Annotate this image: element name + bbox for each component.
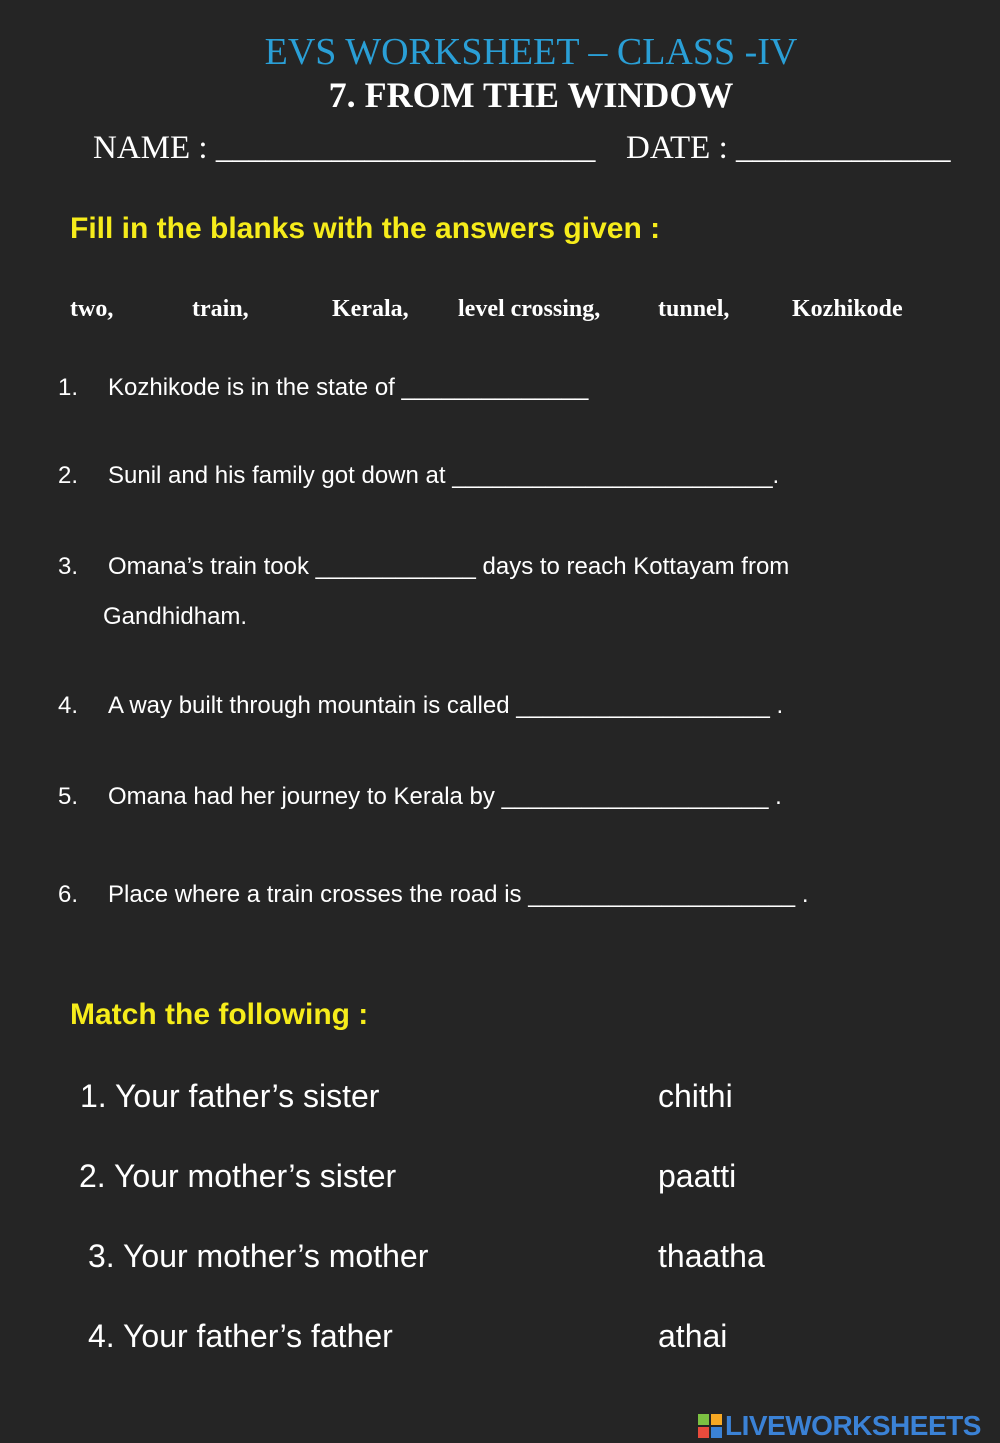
question-number: 1. [58, 374, 79, 401]
word-bank-item: level crossing, [458, 296, 601, 322]
word-bank-item: train, [192, 296, 249, 322]
name-label: NAME : [93, 130, 216, 166]
question-item [58, 462, 779, 490]
question-text[interactable]: A way built through mountain is called ___________________ . [108, 692, 784, 719]
question-text[interactable]: Kozhikode is in the state of ______________ [108, 374, 589, 401]
question-number: 3. [58, 553, 79, 580]
question-item [58, 783, 782, 811]
question-item [58, 374, 588, 402]
match-right-item[interactable]: thaatha [658, 1238, 765, 1274]
liveworksheets-brand: LIVEWORKSHEETS [725, 1410, 981, 1441]
question-number: 5. [58, 783, 79, 810]
liveworksheets-icon [698, 1414, 722, 1438]
question-text[interactable]: Place where a train crosses the road is ____________________ . [108, 881, 809, 908]
question-number: 2. [58, 462, 79, 489]
worksheet-title: EVS WORKSHEET – CLASS -IV [264, 31, 798, 73]
question-text[interactable]: Omana had her journey to Kerala by ____________________ . [108, 783, 782, 810]
name-blank[interactable]: _______________________ [215, 130, 596, 166]
question-continuation: Gandhidham. [103, 603, 248, 630]
question-number: 4. [58, 692, 79, 719]
match-right-item[interactable]: athai [658, 1318, 728, 1354]
question-item [58, 692, 783, 720]
question-item [58, 553, 789, 581]
match-left-item[interactable]: 4. Your father’s father [88, 1318, 393, 1354]
question-text[interactable]: Omana’s train took ____________ days to reach Kottayam from [108, 553, 790, 580]
match-left-item[interactable]: 1. Your father’s sister [80, 1078, 380, 1114]
word-bank-item: Kozhikode [792, 296, 903, 322]
date-blank[interactable]: _____________ [736, 130, 951, 166]
question-item [58, 881, 809, 909]
question-text[interactable]: Sunil and his family got down at ________________________. [108, 462, 780, 489]
word-bank-item: two, [70, 296, 114, 322]
word-bank-item: Kerala, [332, 296, 409, 322]
match-right-item[interactable]: chithi [658, 1078, 733, 1114]
chapter-title: 7. FROM THE WINDOW [328, 75, 734, 115]
word-bank-item: tunnel, [658, 296, 730, 322]
date-label: DATE : [626, 130, 736, 166]
match-right-item[interactable]: paatti [658, 1158, 737, 1194]
match-heading: Match the following : [70, 998, 369, 1031]
liveworksheets-logo [698, 1410, 981, 1442]
match-left-item[interactable]: 3. Your mother’s mother [88, 1238, 429, 1274]
question-number: 6. [58, 881, 79, 908]
fill-blanks-heading: Fill in the blanks with the answers given : [70, 212, 661, 245]
name-field-row [93, 130, 595, 167]
date-field-row [626, 130, 951, 167]
match-left-item[interactable]: 2. Your mother’s sister [79, 1158, 397, 1194]
